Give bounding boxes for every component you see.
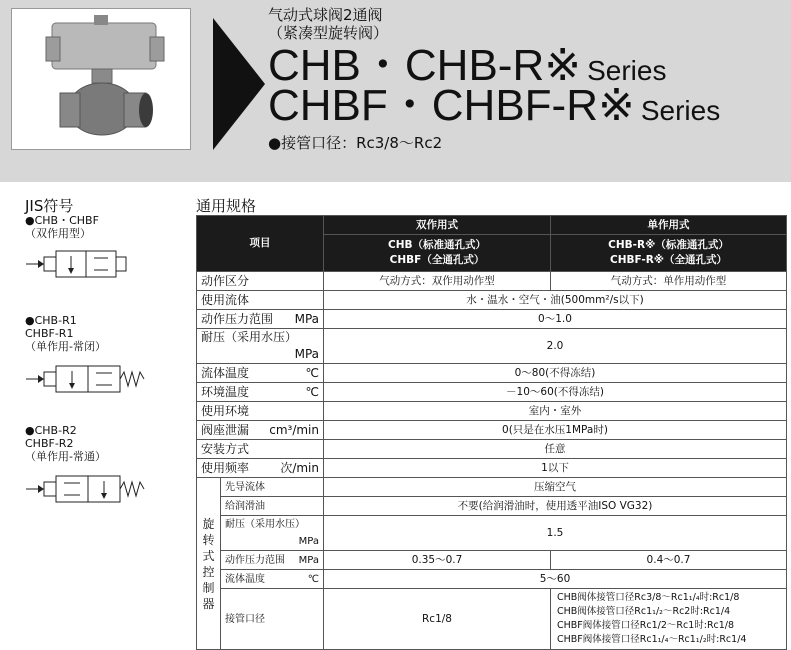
row-value-single: 0.4～0.7 xyxy=(551,551,787,570)
table-row xyxy=(197,291,787,310)
jis-s2-line1: ●CHB-R1 xyxy=(25,314,77,327)
table-row xyxy=(197,421,787,440)
table-row xyxy=(197,383,787,402)
row-value: 0(只是在水压1MPa时) xyxy=(324,421,787,440)
header-double-sub2: CHBF（全通孔式） xyxy=(389,254,485,266)
spec-table xyxy=(196,215,787,650)
jis-s2-line2: CHBF-R1 xyxy=(25,327,74,340)
port-note-4: CHBF阀体接管口径Rc1₁/₄～Rc1₁/₂时:Rc1/4 xyxy=(557,634,747,645)
jis-title: JIS符号 xyxy=(25,197,74,215)
product-photo xyxy=(11,8,191,150)
table-row xyxy=(197,497,787,516)
row-label: 耐压（采用水压） MPa xyxy=(221,516,324,551)
row-value: 压缩空气 xyxy=(324,478,787,497)
valve-symbol-nc-icon xyxy=(22,362,162,396)
jis-s3-line2: CHBF-R2 xyxy=(25,437,74,450)
row-label: 流体温度 ℃ xyxy=(221,570,324,589)
rotary-actuator-text: 旋 转 式 控 制 器 xyxy=(202,516,215,611)
table-row xyxy=(197,440,787,459)
row-value: 5～60 xyxy=(324,570,787,589)
port-note-3: CHBF阀体接管口径Rc1/2～Rc1时:Rc1/8 xyxy=(557,620,735,631)
table-row xyxy=(197,310,787,329)
jis-s1-line1: ●CHB・CHBF xyxy=(25,214,99,227)
valve-symbol-no-icon xyxy=(22,472,162,506)
row-value: 2.0 xyxy=(324,329,787,364)
header-single-sub2: CHBF-R※（全通孔式） xyxy=(610,254,727,266)
table-row xyxy=(197,329,787,364)
table-row xyxy=(197,364,787,383)
port-size: ●接管口径：Rc3/8～Rc2 xyxy=(268,134,443,152)
row-value-double: Rc1/8 xyxy=(324,589,551,650)
table-row xyxy=(197,272,787,291)
row-value: 0～1.0 xyxy=(324,310,787,329)
header-single: 单作用式 xyxy=(551,216,787,235)
header-single-sub xyxy=(551,235,787,272)
subtitle-line1: 气动式球阀2通阀 xyxy=(268,6,383,24)
table-row xyxy=(197,459,787,478)
row-value-single xyxy=(551,589,787,650)
series-suffix-2: Series xyxy=(640,95,721,126)
row-value-single: 气动方式：单作用动作型 xyxy=(551,272,787,291)
banner-arrow xyxy=(213,18,265,150)
jis-s2-line3: （单作用-常闭） xyxy=(25,340,106,353)
jis-symbol-label-3 xyxy=(25,424,106,463)
header-double: 双作用式 xyxy=(324,216,551,235)
port-note-1: CHB阀体接管口径Rc3/8～Rc1₁/₄时:Rc1/8 xyxy=(557,592,740,603)
row-label: 先导流体 xyxy=(221,478,324,497)
jis-symbol-label-2 xyxy=(25,314,106,353)
row-value: 任意 xyxy=(324,440,787,459)
row-label: 阀座泄漏 cm³/min xyxy=(197,421,324,440)
row-label: 耐压（采用水压） MPa xyxy=(197,329,324,364)
row-value: 水・温水・空气・油(500mm²/s以下) xyxy=(324,291,787,310)
jis-s3-line3: （单作用-常通） xyxy=(25,450,106,463)
table-row xyxy=(197,551,787,570)
table-row xyxy=(197,516,787,551)
row-label: 使用环境 xyxy=(197,402,324,421)
header-double-sub xyxy=(324,235,551,272)
header-item: 项目 xyxy=(197,216,324,272)
row-value-double: 0.35～0.7 xyxy=(324,551,551,570)
series-title-2 xyxy=(268,81,721,133)
table-row xyxy=(197,570,787,589)
subtitle-line2: （紧凑型旋转阀） xyxy=(268,24,389,42)
row-value: 1以下 xyxy=(324,459,787,478)
row-label: 使用频率 次/min xyxy=(197,459,324,478)
row-label: 给润滑油 xyxy=(221,497,324,516)
row-value: 0～80(不得冻结) xyxy=(324,364,787,383)
series-suffix-1: Series xyxy=(587,55,667,86)
jis-symbol-label-1 xyxy=(25,214,99,240)
row-label: 动作区分 xyxy=(197,272,324,291)
row-value: －10～60(不得冻结) xyxy=(324,383,787,402)
row-label: 环境温度 ℃ xyxy=(197,383,324,402)
spec-table-title: 通用规格 xyxy=(196,197,257,215)
jis-s3-line1: ●CHB-R2 xyxy=(25,424,77,437)
row-value: 不要(给润滑油时，使用透平油ISO VG32) xyxy=(324,497,787,516)
row-label: 动作压力范围 MPa xyxy=(197,310,324,329)
header-single-sub1: CHB-R※（标准通孔式） xyxy=(608,239,729,251)
row-label: 流体温度 ℃ xyxy=(197,364,324,383)
table-row xyxy=(197,402,787,421)
series-name-2: CHBF・CHBF-R※ xyxy=(268,81,635,130)
row-label: 安装方式 xyxy=(197,440,324,459)
row-value-double: 气动方式：双作用动作型 xyxy=(324,272,551,291)
row-value: 室内・室外 xyxy=(324,402,787,421)
jis-s1-line2: （双作用型） xyxy=(25,227,91,240)
table-row xyxy=(197,589,787,650)
rotary-actuator-label xyxy=(197,478,221,650)
valve-symbol-double-icon xyxy=(22,248,132,280)
row-label: 动作压力范围 MPa xyxy=(221,551,324,570)
row-label: 使用流体 xyxy=(197,291,324,310)
table-row xyxy=(197,478,787,497)
row-label: 接管口径 xyxy=(221,589,324,650)
row-value: 1.5 xyxy=(324,516,787,551)
series-name-1: CHB・CHB-R※ xyxy=(268,41,582,90)
port-note-2: CHB阀体接管口径Rc1₁/₂～Rc2时:Rc1/4 xyxy=(557,606,731,617)
header-double-sub1: CHB（标准通孔式） xyxy=(388,239,486,251)
